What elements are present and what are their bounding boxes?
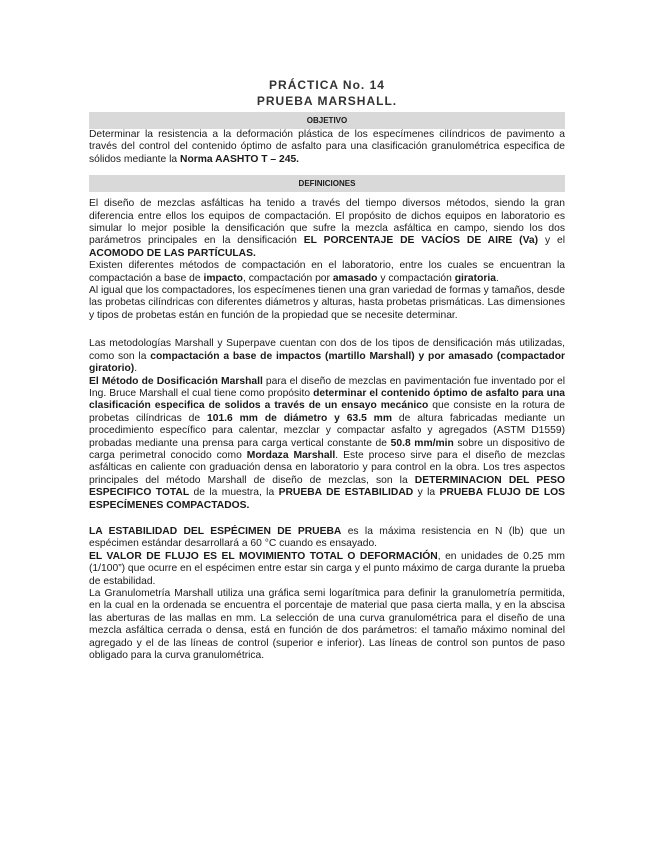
objetivo-header: OBJETIVO	[89, 112, 565, 129]
practice-title: PRÁCTICA No. 14	[269, 78, 385, 92]
practice-subtitle: PRUEBA MARSHALL.	[256, 94, 398, 108]
paragraph-especimenes: Al igual que los compactadores, los especímenes tienen una gran variedad de formas y tamaños, desde las probetas cilíndricas con diferentes diámetros y alturas, hasta probetas prismáticas. Las dimensiones y tipos de probetas están en función de la propiedad que se necesite determinar.	[89, 285, 565, 321]
paragraph-diseno: El diseño de mezclas asfálticas ha tenido a través del tiempo diversos métodos, siendo la gran diferencia entre ellos los equipos de compactación. El propósito de dichos equipos en laboratorio es simular lo mejor posible la densificación que sufre la mezcla asfáltica en campo, siendo los dos parámetros principales en la densificación EL PORCENTAJE DE VACÍOS DE AIRE (Va) y el ACOMODO DE LAS PARTÍCULAS.	[89, 198, 565, 259]
paragraph-metodologias: Las metodologías Marshall y Superpave cuentan con dos de los tipos de densificación más utilizadas, como son la compactación a base de impactos (martillo Marshall) y por amasado (compactador giratorio).	[89, 338, 565, 375]
paragraph-flujo: EL VALOR DE FLUJO ES EL MOVIMIENTO TOTAL O DEFORMACIÓN, en unidades de 0.25 mm (1/100”) que ocurre en el espécimen entre estar sin carga y el punto máximo de carga durante la prueba de estabilidad.	[89, 550, 565, 587]
definiciones-header: DEFINICIONES	[89, 175, 565, 192]
paragraph-estabilidad: LA ESTABILIDAD DEL ESPÉCIMEN DE PRUEBA es la máxima resistencia en N (lb) que un espécimen estándar desarrollará a 60 °C cuando es ensayado.	[89, 525, 565, 550]
document-page	[89, 0, 565, 662]
paragraph-marshall: El Método de Dosificación Marshall para el diseño de mezclas en pavimentación fue inventado por el Ing. Bruce Marshall el cual tiene como propósito determinar el contenido óptimo de asfalto para una clasificación especifica de solidos a través de un ensayo mecánico que consiste en la rotura de probetas cilíndricas de 101.6 mm de diámetro y 63.5 mm de altura fabricadas mediante un procedimiento específico para calentar, mezclar y compactar asfalto y agregados (ASTM D1559) probadas mediante una prensa para carga vertical constante de 50.8 mm/min sobre un dispositivo de carga perimetral conocido como Mordaza Marshall. Este proceso sirve para el diseño de mezclas asfálticas en caliente con graduación densa en laboratorio y para control en la obra. Los tres aspectos principales del método Marshall de diseño de mezclas, son la DETERMINACION DEL PESO ESPECIFICO TOTAL de la muestra, la PRUEBA DE ESTABILIDAD y la PRUEBA FLUJO DE LOS ESPECÍMENES COMPACTADOS.	[89, 375, 566, 511]
objetivo-text: Determinar la resistencia a la deformación plástica de los especímenes cilíndricos de pavimento a través del control del contenido óptimo de asfalto para una clasificación granulométrica especifica de sólidos mediante la Norma AASHTO T – 245.	[89, 129, 565, 165]
paragraph-granulometria: La Granulometría Marshall utiliza una gráfica semi logarítmica para definir la granulometría permitida, en la cual en la ordenada se encuentra el porcentaje de material que pasa cierta malla, y en la abscisa las aberturas de las mallas en mm. La selección de una curva granulométrica para el diseño de una mezcla asfáltica cerrada o densa, está en función de dos parámetros: el tamaño máximo nominal del agregado y el de las líneas de control (superior e inferior). Las líneas de control son puntos de paso obligado para la curva granulométrica.	[89, 588, 565, 662]
paragraph-metodos: Existen diferentes métodos de compactación en el laboratorio, entre los cuales se encuentran la compactación a base de impacto, compactación por amasado y compactación giratoria.	[89, 260, 565, 284]
